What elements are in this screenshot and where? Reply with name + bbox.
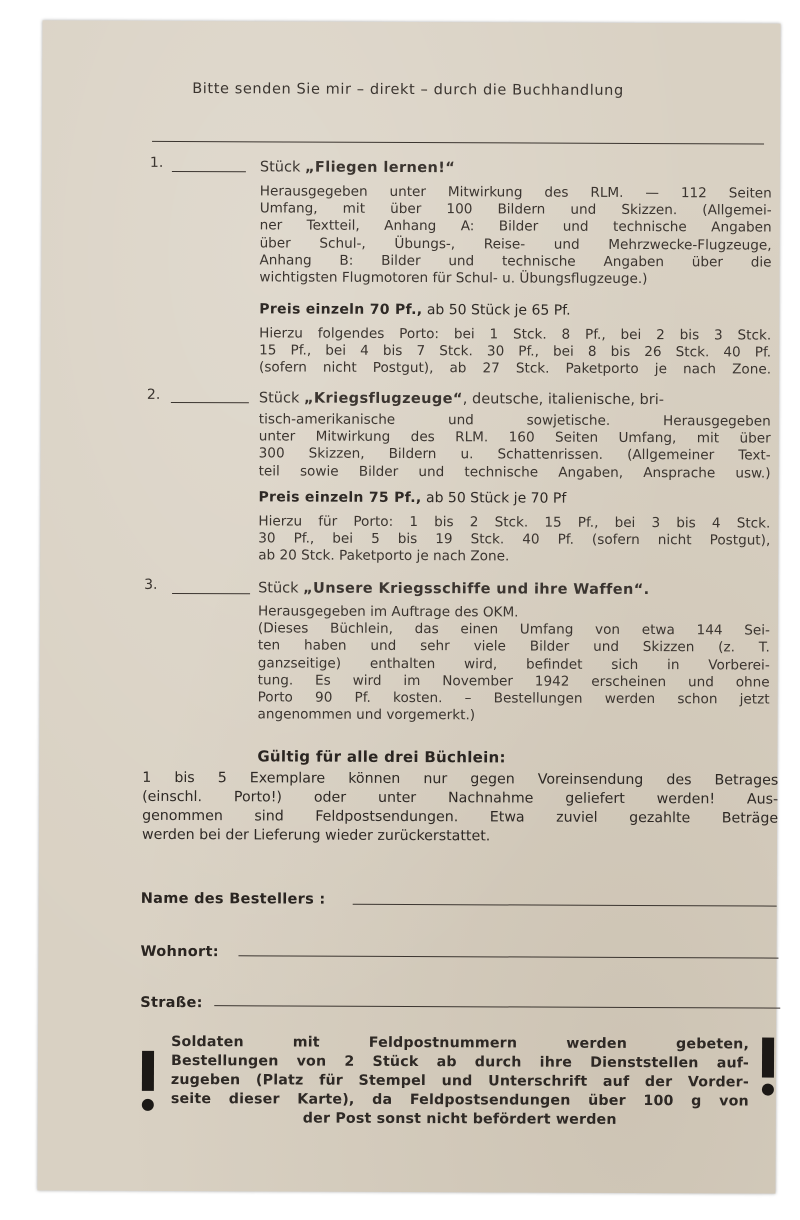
item-3-description: Herausgegeben im Auftrage des OKM. (Dieses Büchlein, das einen Umfang von etwa 144 Sei- ten haben und sehr viele Bilder und Skizzen (z. T. ganzseitige) enthalten wird, befindet sich in Vorberei- tung. Es wird im November 1942 erscheinen und ohne Porto 90 Pf. kosten. – Bestellungen werden schon jetzt angenommen und vorgemerkt.) xyxy=(257,603,770,724)
street-label: Straße: xyxy=(140,994,203,1012)
name-label: Name des Bestellers : xyxy=(140,890,326,908)
item-2-porto: Hierzu für Porto: 1 bis 2 Stck. 15 Pf., bei 3 bis 4 Stck. 30 Pf., bei 5 bis 19 Stck. 40 Pf. (sofern nicht Postgut), ab 20 Stck. Paketporto je nach Zone. xyxy=(258,513,771,565)
card-header: Bitte senden Sie mir – direkt – durch die Buchhandlung xyxy=(192,81,624,99)
left-marker-bar xyxy=(142,1051,154,1091)
item-2-number: 2. xyxy=(146,386,161,403)
item-1-porto: Hierzu folgendes Porto: bei 1 Stck. 8 Pf., bei 2 bis 3 Stck. 15 Pf., bei 4 bis 7 Stck. 30 Pf., bei 8 bis 26 Stck. 40 Pf. (sofern nicht Postgut), ab 27 Stck. Paketporto je nach Zone. xyxy=(259,325,772,378)
right-marker-bar xyxy=(762,1038,774,1078)
item-2-quantity-line xyxy=(171,402,249,403)
name-line[interactable] xyxy=(353,904,777,907)
item-2-title: Stück „Kriegsflugzeuge“, deutsche, italienische, bri- xyxy=(258,390,665,409)
right-marker-dot xyxy=(762,1084,774,1096)
item-1-quantity-line xyxy=(172,171,246,172)
valid-text: 1 bis 5 Exemplare können nur gegen Voreinsendung des Betrages (einschl. Porto!) oder unter Nachnahme geliefert werden! Aus- genommen sind Feldpostsendungen. Etwa zuviel gezahlte Beträge werden bei der Lieferung wieder zurückerstattet. xyxy=(141,769,779,845)
item-1-price: Preis einzeln 70 Pf., ab 50 Stück je 65 Pf. xyxy=(259,301,571,319)
valid-title: Gültig für alle drei Büchlein: xyxy=(257,747,506,767)
item-1-title: Stück „Fliegen lernen!“ xyxy=(259,159,456,177)
item-2-description: tisch-amerikanische und sowjetische. Herausgegeben unter Mitwirkung des RLM. 160 Seiten Umfang, mit über 300 Skizzen, Bildern u. Schattenrissen. (Allgemeiner Text- teil sowie Bilder und technische Angaben, Ansprache usw.) xyxy=(258,411,771,482)
item-1-number: 1. xyxy=(149,154,164,171)
item-3-number: 3. xyxy=(144,576,158,593)
city-label: Wohnort: xyxy=(140,943,219,961)
left-marker-dot xyxy=(142,1099,154,1111)
soldiers-note: Soldaten mit Feldpostnummern werden gebeten, Bestellungen von 2 Stück ab durch ihre Dienststellen auf- zugeben (Platz für Stempel und Unterschrift auf der Vorder- seite dieser Karte), da Feldpostsendungen über 100 g von der Post sonst nicht befördert werden xyxy=(170,1033,750,1128)
city-line[interactable] xyxy=(238,955,778,958)
item-3-title: Stück „Unsere Kriegsschiffe und ihre Waffen“. xyxy=(258,580,650,599)
item-3-quantity-line xyxy=(172,593,250,594)
item-1-description: Herausgegeben unter Mitwirkung des RLM. — 112 Seiten Umfang, mit über 100 Bildern und Skizzen. (Allgemei- ner Textteil, Anhang A: Bilder und technische Angaben über Schul-, Übungs-, Reise- und Mehrzwecke-Flugzeuge, Anhang B: Bilder und technische Angaben über die wichtigsten Flugmotoren für Schul- u. Übungsflugzeuge.) xyxy=(259,183,772,288)
item-2-price: Preis einzeln 75 Pf., ab 50 Stück je 70 Pf xyxy=(258,489,567,507)
street-line[interactable] xyxy=(214,1005,780,1008)
header-rule xyxy=(152,141,764,145)
order-card xyxy=(37,20,780,1193)
